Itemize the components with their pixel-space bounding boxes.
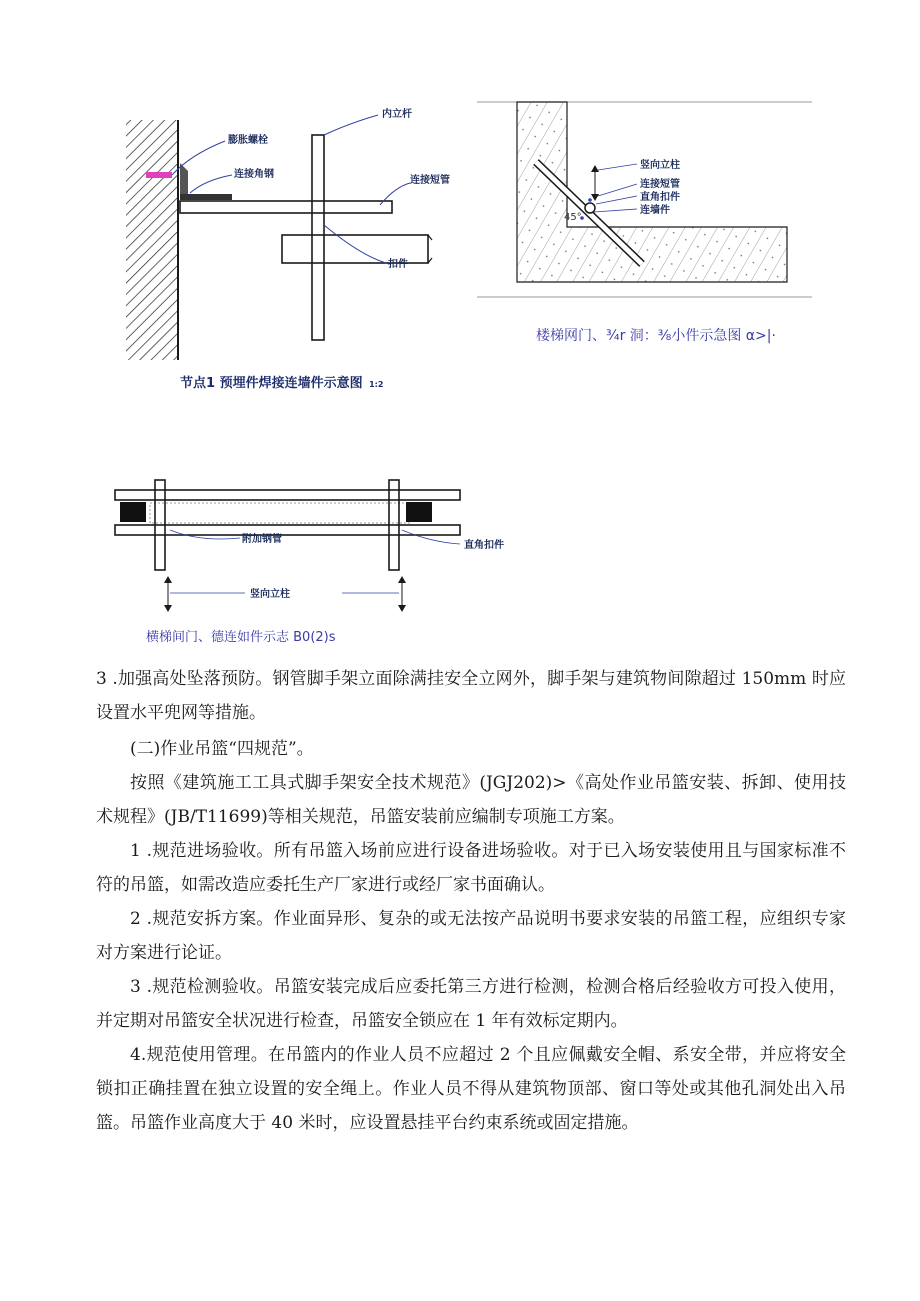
paragraph-standards: 按照《建筑施工工具式脚手架安全技术规范》(JGJ202)>《高处作业吊篮安装、拆卸、使用技术规程》(JB/T11699)等相关规范，吊篮安装前应编制专项施工方案。 <box>96 773 846 827</box>
label-connecting-tube: 连接短管 <box>410 175 450 186</box>
section-heading-gondola: (二)作业吊篮“四规范”。 <box>130 739 314 759</box>
label-extra-tube: 附加钢管 <box>242 534 282 545</box>
paragraph-fall-prevention: 3 .加强高处坠落预防。钢管脚手架立面除满挂安全立网外，脚手架与建筑物间隙超过 150mm 时应设置水平兜网等措施。 <box>96 669 846 723</box>
paragraph-inspection: 3 .规范检测验收。吊篮安装完成后应委托第三方进行检测，检测合格后经验收方可投入使用，并定期对吊篮安全状况进行检查，吊篮安全锁应在 1 年有效标定期内。 <box>96 977 846 1031</box>
leader-clamp <box>324 225 386 263</box>
paragraph-usage: 4.规范使用管理。在吊篮内的作业人员不应超过 2 个且应佩戴安全帽、系安全带，并应将安全锁扣正确挂置在独立设置的安全绳上。作业人员不得从建筑物顶部、窗口等处或其他孔洞处出入吊篮。吊篮作业高度大于 40 米时，应设置悬挂平台约束系统或固定措施。 <box>96 1045 846 1133</box>
figure3-drawing <box>110 470 550 620</box>
figure-wall-tie-embedded <box>110 95 450 395</box>
figure2-caption: 楼梯网门、¾r 洞：⅜小件示急图 α>|· <box>536 328 776 344</box>
label-right-angle-clamp-3: 直角扣件 <box>464 540 504 551</box>
figure1-caption <box>180 372 383 391</box>
figure2-drawing <box>472 92 817 312</box>
paragraph-installation: 2 .规范安拆方案。作业面异形、复杂的或无法按产品说明书要求安装的吊篮工程，应组织专家对方案进行论证。 <box>96 909 846 963</box>
clamp-node <box>585 203 595 213</box>
wall-hatch <box>126 120 178 360</box>
figure-stair-door-tie <box>110 470 550 620</box>
figure-stair-wall-tie <box>472 92 817 312</box>
right-wall-block <box>406 502 432 522</box>
body-text <box>96 662 846 1140</box>
leader-bolt <box>172 141 225 175</box>
figure1-caption-text: 节点1 预埋件焊接连墙件示意图 <box>180 376 363 391</box>
label-inner-pole: 内立杆 <box>382 109 412 120</box>
top-tube <box>115 490 460 500</box>
label-right-angle-clamp: 直角扣件 <box>640 192 680 203</box>
label-vertical-pole-3: 竖向立柱 <box>250 589 290 600</box>
label-vertical-pole: 竖向立柱 <box>640 160 680 171</box>
label-clamp: 扣件 <box>388 259 408 270</box>
left-wall-block <box>120 502 146 522</box>
inner-pole <box>312 135 324 340</box>
figure1-drawing <box>110 95 450 395</box>
expansion-bolt <box>146 172 172 178</box>
label-wall-tie: 连墙件 <box>640 205 670 216</box>
figure3-caption: 横梯间门、德连如件示志 B0(2)s <box>146 630 336 645</box>
leader-pole <box>324 115 378 135</box>
label-short-tube: 连接短管 <box>640 179 680 190</box>
angle-steel <box>180 194 232 200</box>
figure1-caption-scale: 1:2 <box>369 380 384 389</box>
angle-steel-vertical <box>180 163 188 195</box>
connecting-tube <box>180 201 392 213</box>
extra-tube <box>150 503 410 523</box>
bottom-tube <box>115 525 460 535</box>
paragraph-acceptance: 1 .规范进场验收。所有吊篮入场前应进行设备进场验收。对于已入场安装使用且与国家标准不符的吊篮，如需改造应委托生产厂家进行或经厂家书面确认。 <box>96 841 846 895</box>
angle-mark: 45° <box>564 212 582 223</box>
label-bolt: 膨胀螺栓 <box>228 135 268 146</box>
label-angle-steel: 连接角钢 <box>234 169 274 180</box>
leader-angle <box>190 175 232 193</box>
